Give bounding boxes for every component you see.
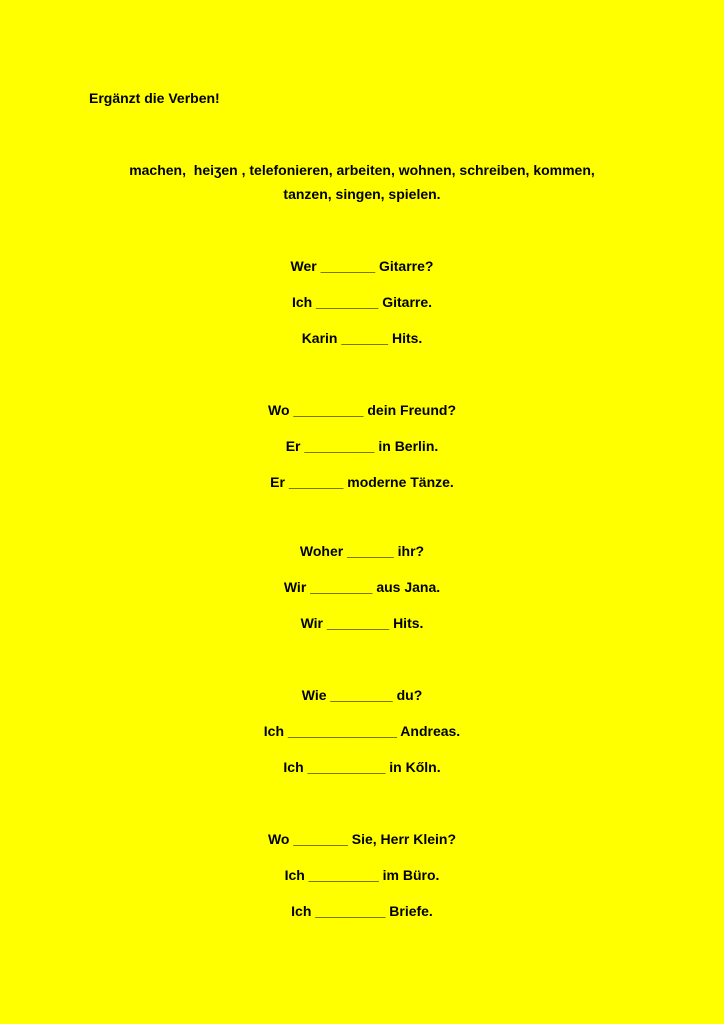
exercise-sentence: Wir ________ Hits.: [300, 615, 424, 631]
exercise-sentence: Karin ______ Hits.: [301, 330, 423, 346]
exercise-sentence: Wir ________ aus Jana.: [283, 579, 441, 595]
exercise-sentence: Ich ______________ Andreas.: [263, 723, 461, 739]
exercise-sentence: Wo _________ dein Freund?: [267, 402, 457, 418]
word-bank-line-2: tanzen, singen, spielen.: [283, 186, 441, 202]
exercise-sentence: Ich _________ Briefe.: [291, 903, 433, 919]
exercise-sentence: Wer _______ Gitarre?: [290, 258, 434, 274]
exercise-sentence: Woher ______ ihr?: [299, 543, 425, 559]
exercise-sentence: Ich ________ Gitarre.: [291, 294, 433, 310]
word-bank-line-1: machen, heiʒen , telefonieren, arbeiten, wohnen, schreiben, kommen,: [129, 162, 595, 178]
exercise-sentence: Wo _______ Sie, Herr Klein?: [267, 831, 457, 847]
exercise-sentence: Ich __________ in Kőln.: [283, 759, 441, 775]
exercise-sentence: Er _______ moderne Tänze.: [270, 474, 454, 490]
worksheet-title: Ergänzt die Verben!: [89, 90, 220, 106]
exercise-sentence: Er _________ in Berlin.: [285, 438, 439, 454]
exercise-sentence: Wie ________ du?: [301, 687, 423, 703]
exercise-sentence: Ich _________ im Büro.: [284, 867, 440, 883]
